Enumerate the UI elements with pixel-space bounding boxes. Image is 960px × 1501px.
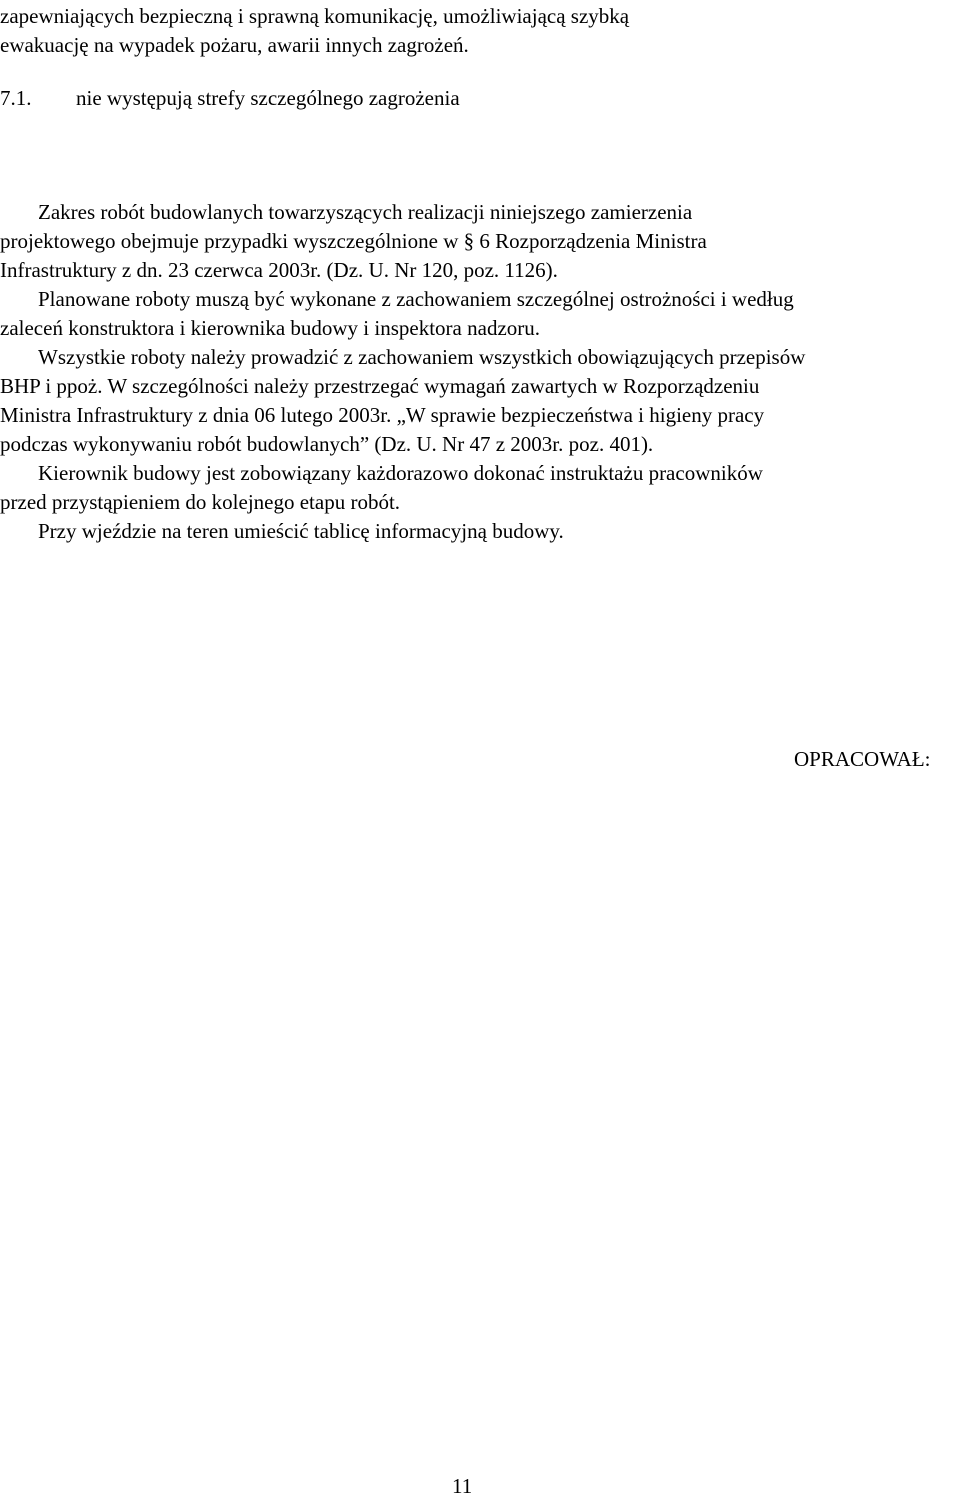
body-line-6: Wszystkie roboty należy prowadzić z zachowaniem wszystkich obowiązujących przepisów bbox=[38, 345, 806, 369]
intro-line-2: ewakuację na wypadek pożaru, awarii innych zagrożeń. bbox=[0, 33, 469, 57]
body-line-8: Ministra Infrastruktury z dnia 06 lutego 2003r. „W sprawie bezpieczeństwa i higieny pracy bbox=[0, 403, 765, 427]
body-line-12: Przy wjeździe na teren umieścić tablicę informacyjną budowy. bbox=[38, 519, 564, 543]
body-line-2: projektowego obejmuje przypadki wyszczególnione w § 6 Rozporządzenia Ministra bbox=[0, 229, 707, 253]
section-number: 7.1. bbox=[0, 86, 32, 110]
body-line-9: podczas wykonywaniu robót budowlanych” (Dz. U. Nr 47 z 2003r. poz. 401). bbox=[0, 432, 654, 456]
page-number: 11 bbox=[452, 1474, 473, 1498]
body-line-7: BHP i ppoż. W szczególności należy przestrzegać wymagań zawartych w Rozporządzeniu bbox=[0, 374, 760, 398]
signature-label: OPRACOWAŁ: bbox=[794, 747, 931, 771]
body-line-5: zaleceń konstruktora i kierownika budowy i inspektora nadzoru. bbox=[0, 316, 541, 340]
body-line-4: Planowane roboty muszą być wykonane z zachowaniem szczególnej ostrożności i według bbox=[38, 287, 794, 311]
body-line-1: Zakres robót budowlanych towarzyszących realizacji niniejszego zamierzenia bbox=[38, 200, 693, 224]
body-line-10: Kierownik budowy jest zobowiązany każdorazowo dokonać instruktażu pracowników bbox=[38, 461, 763, 485]
section-text: nie występują strefy szczególnego zagrożenia bbox=[76, 86, 460, 110]
body-line-11: przed przystąpieniem do kolejnego etapu robót. bbox=[0, 490, 401, 514]
body-line-3: Infrastruktury z dn. 23 czerwca 2003r. (Dz. U. Nr 120, poz. 1126). bbox=[0, 258, 558, 282]
intro-line-1: zapewniających bezpieczną i sprawną komunikację, umożliwiającą szybką bbox=[0, 4, 630, 28]
